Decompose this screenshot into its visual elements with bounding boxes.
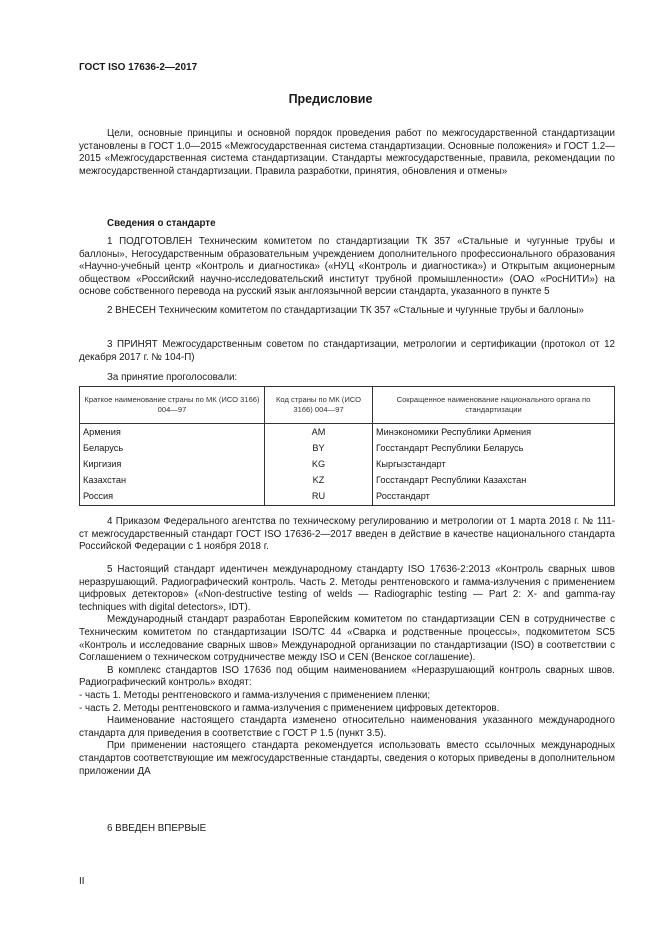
agency-cell: Кыргызстандарт bbox=[373, 456, 615, 472]
table-header-cell: Сокращенное наименование национального органа по стандартизации bbox=[373, 387, 615, 424]
item-2-paragraph: 2 ВНЕСЕН Техническим комитетом по стандартизации ТК 357 «Стальные и чугунные трубы и баллоны» bbox=[107, 305, 584, 316]
table-row bbox=[80, 489, 615, 506]
item-5-paragraph-5: При применении настоящего стандарта рекомендуется использовать вместо ссылочных международных стандартов соответствующие им межгосударственные стандарты, сведения о которых приведены в дополнительном приложении ДА bbox=[79, 740, 615, 777]
country-cell: Россия bbox=[80, 489, 265, 506]
agency-cell: Минэкономики Республики Армения bbox=[373, 424, 615, 441]
country-cell: Беларусь bbox=[80, 440, 265, 456]
item-6-paragraph: 6 ВВЕДЕН ВПЕРВЫЕ bbox=[107, 823, 207, 834]
list-item: - часть 1. Методы рентгеновского и гамма-излучения с применением пленки; bbox=[79, 689, 431, 701]
table-header-cell: Краткое наименование страны по МК (ИСО 3166) 004—97 bbox=[80, 387, 265, 424]
page-number: II bbox=[79, 876, 85, 887]
voting-table bbox=[79, 386, 615, 506]
country-cell: Казахстан bbox=[80, 473, 265, 489]
table-row bbox=[80, 424, 615, 441]
intro-paragraph: Цели, основные принципы и основной порядок проведения работ по межгосударственной стандартизации установлены в ГОСТ 1.0—2015 «Межгосударственная система стандартизации. Основные положения» и ГОСТ 1.2—2015 «Межгосударственная система стандартизации. Стандарты межгосударственные, правила, рекомендации по межгосударственной стандартизации. Правила разработки, принятия, обновления и отмены» bbox=[79, 128, 615, 177]
code-cell: BY bbox=[265, 440, 373, 456]
item-5-paragraph-4: Наименование настоящего стандарта изменено относительно наименования указанного международного стандарта для приведения в соответствие с ГОСТ Р 1.5 (пункт 3.5). bbox=[79, 715, 615, 739]
item-3-paragraph: 3 ПРИНЯТ Межгосударственным советом по стандартизации, метрологии и сертификации (протокол от 12 декабря 2017 г. № 104-П) bbox=[79, 339, 615, 363]
doc-code: ГОСТ ISO 17636-2—2017 bbox=[79, 62, 198, 73]
item-5-paragraph-1: 5 Настоящий стандарт идентичен международному стандарту ISO 17636-2:2013 «Контроль сварных швов неразрушающий. Радиографический контроль. Часть 2. Методы рентгеновского и гамма-излучения с применением цифровых детекторов» («Non-destructive testing of welds — Radiographic testing — Part 2: X- and gamma-ray techniques with digital detectors», IDT). bbox=[79, 564, 615, 613]
item-1-paragraph: 1 ПОДГОТОВЛЕН Техническим комитетом по стандартизации ТК 357 «Стальные и чугунные трубы и баллоны», Негосударственным образовательным учреждением дополнительного профессионального образования «Научно-учебный центр «Контроль и диагностика» («НУЦ «Контроль и диагностика») и Открытым акционерным обществом «Российский научно-исследовательский институт трубной промышленности» (ОАО «РосНИТИ») на основе собственного перевода на русский язык англоязычной версии стандарта, указанного в пункте 5 bbox=[79, 236, 615, 298]
item-4-paragraph: 4 Приказом Федерального агентства по техническому регулированию и метрологии от 1 марта 2018 г. № 111-ст межгосударственный стандарт ГОСТ ISO 17636-2—2017 введен в действие в качестве национального стандарта Российской Федерации с 1 ноября 2018 г. bbox=[79, 516, 615, 553]
table-header-cell: Код страны по МК (ИСО 3166) 004—97 bbox=[265, 387, 373, 424]
table-row bbox=[80, 456, 615, 472]
table-header-row bbox=[80, 387, 615, 424]
code-cell: KZ bbox=[265, 473, 373, 489]
list-item: - часть 2. Методы рентгеновского и гамма-излучения с применением цифровых детекторов. bbox=[79, 702, 500, 714]
code-cell: KG bbox=[265, 456, 373, 472]
table-row bbox=[80, 440, 615, 456]
agency-cell: Госстандарт Республики Беларусь bbox=[373, 440, 615, 456]
voted-label: За принятие проголосовали: bbox=[107, 372, 238, 383]
item-5-block bbox=[79, 564, 615, 778]
section-subheading: Сведения о стандарте bbox=[107, 218, 216, 229]
page-title: Предисловие bbox=[288, 92, 373, 106]
code-cell: AM bbox=[265, 424, 373, 441]
table-row bbox=[80, 473, 615, 489]
agency-cell: Госстандарт Республики Казахстан bbox=[373, 473, 615, 489]
code-cell: RU bbox=[265, 489, 373, 506]
country-cell: Киргизия bbox=[80, 456, 265, 472]
item-5-paragraph-2: Международный стандарт разработан Европейским комитетом по стандартизации CEN в сотрудничестве с Техническим комитетом по стандартизации ISO/TC 44 «Сварка и родственные процессы», подкомитетом SC5 «Контроль и исследование сварных швов» Международной организации по стандартизации (ISO) в соответствии с Соглашением о техническом сотрудничестве между ISO и CEN (Венское соглашение). bbox=[79, 614, 615, 664]
country-cell: Армения bbox=[80, 424, 265, 441]
item-5-paragraph-3: В комплекс стандартов ISO 17636 под общим наименованием «Неразрушающий контроль сварных швов. Радиографический контроль» входят: bbox=[79, 664, 615, 689]
agency-cell: Росстандарт bbox=[373, 489, 615, 506]
